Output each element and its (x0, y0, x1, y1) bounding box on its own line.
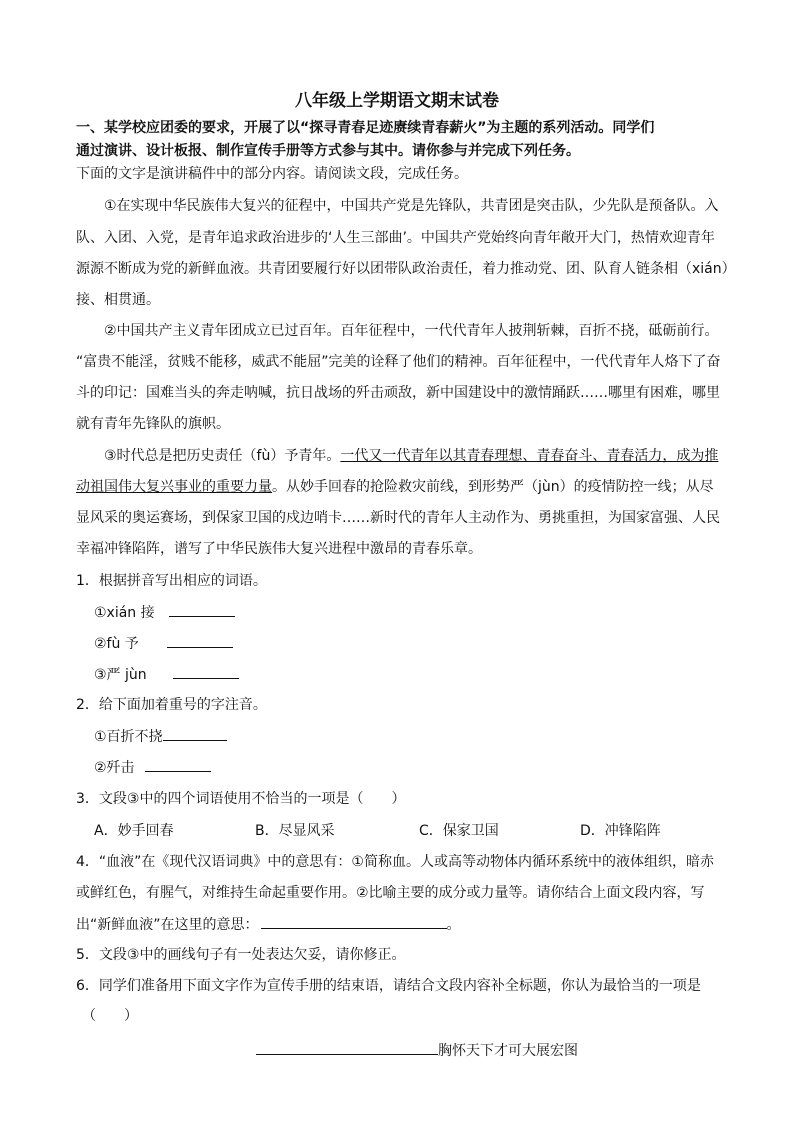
section-intro: 下面的文字是演讲稿件中的部分内容。请阅读文段，完成任务。 (76, 166, 468, 182)
question-3-option-d[interactable]: D．冲锋陷阵 (580, 823, 661, 839)
passage-p3-line3: 显风采的奥运赛场，到保家卫国的戍边哨卡……新时代的青年人主动作为、勇挑重担，为国家富强、人民 (76, 510, 720, 526)
answer-blank-6-title[interactable] (256, 1040, 438, 1055)
slogan-text: 胸怀天下才可大展宏图 (438, 1043, 578, 1059)
answer-blank-4[interactable] (261, 914, 447, 929)
passage-p2-line4: 就有青年先锋队的旗帜。 (76, 416, 230, 432)
answer-blank-1c[interactable] (173, 664, 239, 679)
question-5-stem: 5．文段③中的画线句子有一处表达欠妥，请你修正。 (76, 947, 406, 963)
question-3-option-c[interactable]: C．保家卫国 (419, 823, 499, 839)
question-2-item-a-label: ①百折不挠 (94, 729, 163, 745)
question-4-period: 。 (446, 917, 461, 933)
answer-blank-2b[interactable] (145, 757, 211, 772)
passage-p2-line2: “富贵不能淫，贫贱不能移，威武不能屈”完美的诠释了他们的精神。百年征程中，一代代青年人烙下了奋 (76, 354, 721, 370)
question-1-item-c (94, 664, 239, 685)
question-1-item-a-label: ①xián 接 (94, 605, 155, 621)
page-title: 八年级上学期语文期末试卷 (295, 91, 499, 111)
answer-blank-1b[interactable] (167, 633, 233, 648)
passage-p1-line2: 队、入团、入党，是青年追求政治进步的‘人生三部曲’。中国共产党始终向青年敞开大门，热情欢迎青年 (76, 230, 715, 246)
answer-blank-2a[interactable] (163, 726, 227, 741)
question-6-line1: 6．同学们准备用下面文字作为宣传手册的结束语，请结合文段内容补全标题，你认为最恰当的一项是 (76, 978, 701, 994)
question-4-line3 (76, 914, 461, 935)
question-1-item-c-label: ③严 jùn (94, 667, 147, 683)
passage-p3-line1 (104, 446, 718, 466)
question-2-item-b (94, 757, 211, 778)
section-heading-line1: 一、某学校应团委的要求，开展了以“探寻青春足迹赓续青春薪火”为主题的系列活动。同学们 (76, 120, 655, 136)
passage-p2-line3: 斗的印记：国难当头的奔走呐喊，抗日战场的歼击顽敌，新中国建设中的激情踊跃……哪里有困难，哪里 (76, 385, 720, 401)
question-4-line3-text: 出“新鲜血液”在这里的意思： (76, 917, 259, 933)
passage-p3-line2 (76, 477, 714, 497)
passage-p1-line3: 源源不断成为党的新鲜血液。共青团要履行好以团带队政治责任，着力推动党、团、队育人链条相（xián） (76, 261, 736, 277)
section-heading-line2: 通过演讲、设计板报、制作宣传手册等方式参与其中。请你参与并完成下列任务。 (76, 143, 580, 159)
question-3-stem: 3．文段③中的四个词语使用不恰当的一项是（ ） (76, 791, 406, 807)
passage-p3-line1-text: ③时代总是把历史责任（fù）予青年。 (104, 448, 341, 464)
underlined-sentence-part1: 一代又一代青年以其青春理想、青春奋斗、青春活力，成为推 (340, 448, 719, 464)
question-1-item-b (94, 633, 233, 654)
question-6-answer-paren: （ ） (82, 1008, 138, 1024)
question-3-option-b[interactable]: B．尽显风采 (255, 823, 335, 839)
question-4-line1: 4．“血液”在《现代汉语词典》中的意思有：①简称血。人或高等动物体内循环系统中的液体组织，暗赤 (76, 854, 714, 870)
question-1-item-a (94, 602, 235, 623)
question-2-stem: 2．给下面加着重号的字注音。 (76, 697, 267, 713)
question-2-item-a (94, 726, 227, 747)
passage-p1-line4: 接、相贯通。 (76, 292, 160, 308)
question-3-option-a[interactable]: A．妙手回春 (94, 823, 174, 839)
answer-blank-1a[interactable] (169, 602, 235, 617)
question-1-stem: 1．根据拼音写出相应的词语。 (76, 573, 267, 589)
slogan-line (256, 1040, 578, 1061)
underlined-sentence-part2: 动祖国伟大复兴事业的重要力量 (76, 479, 272, 495)
passage-p2-line1: ②中国共产主义青年团成立已过百年。百年征程中，一代代青年人披荆斩棘，百折不挠，砥砺前行。 (104, 323, 719, 339)
question-1-item-b-label: ②fù 予 (94, 636, 139, 652)
question-4-line2: 或鲜红色，有腥气，对维持生命起重要作用。②比喻主要的成分或力量等。请你结合上面文段内容，写 (76, 885, 705, 901)
passage-p3-line4: 幸福冲锋陷阵，谱写了中华民族伟大复兴进程中激昂的青春乐章。 (76, 541, 482, 557)
passage-p3-line2-text: 。从妙手回春的抢险救灾前线，到形势严（jùn）的疫情防控一线；从尽 (272, 479, 714, 495)
question-2-item-b-label: ②歼击 (94, 760, 135, 776)
passage-p1-line1: ①在实现中华民族伟大复兴的征程中，中国共产党是先锋队，共青团是突击队，少先队是预备队。入 (104, 198, 719, 214)
